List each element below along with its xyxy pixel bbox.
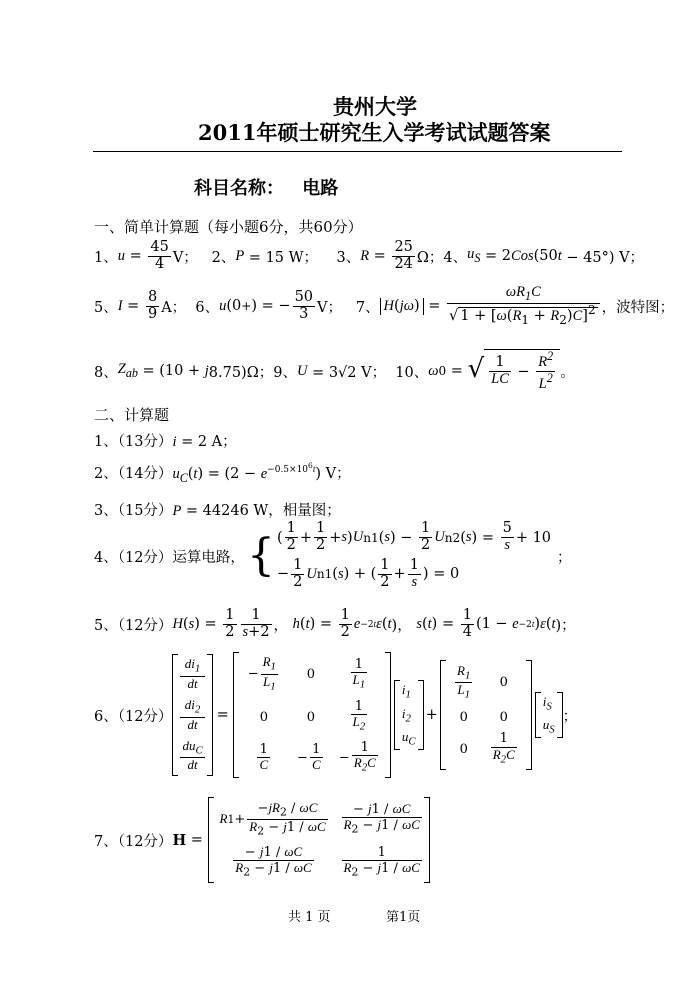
frac-45-4: $\frac{45}{4}$ (150, 238, 169, 272)
calc-item-3: 3、（15分）P = 44246 W，相量图； (94, 503, 341, 519)
footer-total-pages: 共 1 页 (288, 910, 331, 925)
calc-item-1: 1、（13分）i = 2 A； (94, 434, 237, 450)
answer-line-2: 5、 I = $\frac{8}{9}$ A； 6、 u (0 + ) = − $\frac{50}{3}$ V； 7、 H(jω) = $\frac{\omega R_1C}{√ 1 + [\omega(R_1 + R_2)C]^2}$ ，波特图； (94, 283, 675, 327)
calc-item-7: 7、（12分） H = R 1 + $\frac{-jR_2 / \omega C}{R_2 - j1 / \omega C}$ $\frac{- j1 / \omega C}{R_2 - j1 / \omega C}$ $\frac{- j1 / \omega C}{R_2 - j1 / \omega C}$ $\frac{1}{R_2 - j1 / \omega C}$ (94, 796, 430, 884)
university-name: 贵州大学 (333, 94, 417, 119)
answer-line-3: 8、 $Z_{ab}$ = (10 + j 8.75)Ω；9、 U = 3√2 V； 10、 ω 0 = √ $\frac{1}{LC}$ − $\frac{R^2}{L^2}$ 。 (94, 349, 575, 392)
answer-line-1: 1、 u = $\frac{45}{4}$ V； 2、 P = 15 W； 3、 R = $\frac{25}{24}$ Ω；4、 $u_S$ = 2 Cos (50 t − 45°) V； (94, 238, 645, 272)
calc-item-5: 5、（12分） H ( s ) = $\frac{1}{2}$ $\frac{1}{s+2}$ ， h ( t ) = $\frac{1}{2}$ e −2t ε ( t )， s ( t ) = $\frac{1}{4}$ (1 − e −2t ) ε ( t )； (94, 606, 576, 640)
exam-title: 2011年硕士研究生入学考试试题答案 (198, 120, 551, 145)
subject-label: 科目名称： (194, 178, 284, 199)
section1-heading: 一、简单计算题（每小题6分，共60分） (94, 218, 363, 236)
calc-item-4: 4、（12分）运算电路， { ( $\frac{1}{2}$ + $\frac{1}{2}$ + s ) U n1 ( s ) − $\frac{1}{2}$ U n2 ( s ) = $\frac{5}{s}$ + 10 − $\frac{1}{2}$ U n1 ( s ) + ( $\frac{1}{2}$ + $\frac{1}{s}$ ) = 0 ； (94, 520, 572, 590)
subject-line (194, 174, 338, 200)
section2-heading: 二、计算题 (94, 406, 170, 424)
calc-item-2: 2、（14分）$u_C(t) = (2 - e^{-0.5\times 10^6t})$ V； (94, 461, 351, 485)
subject-name: 电路 (302, 178, 339, 199)
footer-page-number: 第1页 (386, 910, 421, 925)
header-divider (93, 151, 622, 152)
calc-item-6: 6、（12分） $\frac{di_1}{dt}$ $\frac{di_2}{dt}$ $\frac{du_C}{dt}$ = − $\frac{R_1}{L_1}$ 0 $\frac{1}{L_1}$ 0 0 $\frac{1}{L_2}$ $\frac{1}{C}$ − $\frac{1}{C}$ − $\frac{1}{R_2C}$ $i_1$ $i_2$ $u_C$ + $\frac{R_1}{L_1}$ 0 0 0 0 $\frac{1}{R_2C}$ $i_S$ $u_S$ ； (94, 652, 577, 778)
